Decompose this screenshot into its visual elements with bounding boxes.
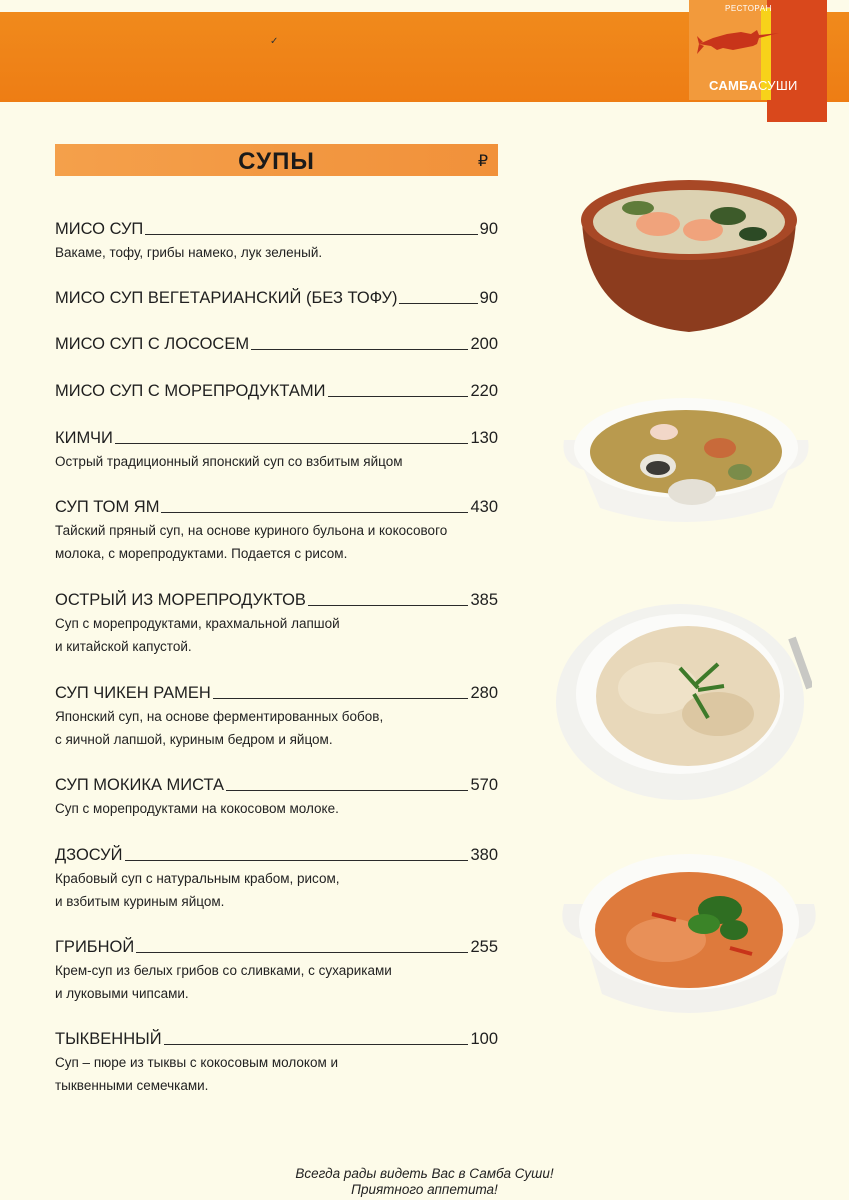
menu-item-description: с яичной лапшой, куриным бедром и яйцом. [55,732,333,747]
menu-item-name: МИСО СУП С МОРЕПРОДУКТАМИ [55,382,326,400]
menu-item [55,217,498,264]
menu-item-description: и взбитым куриным яйцом. [55,894,225,909]
menu-item-price: 220 [470,382,498,400]
currency-symbol: ₽ [477,153,488,170]
section-title: СУПЫ [238,148,315,175]
price-leader-line [399,303,477,304]
egg-soup-photo [548,598,812,802]
menu-item-row [55,332,498,354]
menu-item-name: ДЗОСУЙ [55,846,123,864]
menu-item-name: СУП ЧИКЕН РАМЕН [55,684,211,702]
menu-item [55,495,498,565]
menu-item [55,1027,498,1097]
print-mark: ✓ [270,36,279,47]
price-leader-line [213,698,469,699]
menu-item [55,843,498,913]
menu-item-price: 380 [470,846,498,864]
menu-item-price: 100 [470,1030,498,1048]
menu-item [55,286,498,308]
menu-item-price: 255 [470,938,498,956]
menu-item-price: 90 [479,289,498,307]
menu-item-description: молока, с морепродуктами. Подается с рисом. [55,546,348,561]
menu-item-name: ОСТРЫЙ ИЗ МОРЕПРОДУКТОВ [55,591,306,609]
menu-item-price: 130 [470,429,498,447]
menu-item-name: МИСО СУП С ЛОСОСЕМ [55,335,250,353]
price-leader-line [136,952,468,953]
menu-item-name: СУП МОКИКА МИСТА [55,776,225,794]
price-leader-line [145,234,477,235]
restaurant-logo [689,0,827,122]
menu-item-name: МИСО СУП ВЕГЕТАРИАНСКИЙ (БЕЗ ТОФУ) [55,289,398,307]
menu-item-row [55,379,498,401]
menu-item-description: Суп с морепродуктами на кокосовом молоке. [55,801,339,816]
menu-item-price: 90 [479,220,498,238]
menu-item-name: ГРИБНОЙ [55,938,135,956]
menu-item-price: 200 [470,335,498,353]
price-leader-line [115,443,469,444]
menu-item-row [55,588,498,610]
menu-item [55,588,498,658]
price-leader-line [308,605,469,606]
footer-message [0,1166,849,1198]
miso-soup-photo [578,172,800,336]
menu-item [55,773,498,820]
menu-item [55,935,498,1005]
menu-item-row [55,217,498,239]
menu-item-name: МИСО СУП [55,220,144,238]
menu-item-description: Вакаме, тофу, грибы намеко, лук зеленый. [55,245,323,260]
price-leader-line [251,349,468,350]
menu-item-description: и луковыми чипсами. [55,986,189,1001]
menu-item-price: 280 [470,684,498,702]
menu-item [55,681,498,751]
price-leader-line [125,860,469,861]
menu-item-name: ТЫКВЕННЫЙ [55,1030,162,1048]
mushroom-soup-photo [556,844,822,1032]
menu-item-price: 430 [470,498,498,516]
menu-item-description: Суп с морепродуктами, крахмальной лапшой [55,616,340,631]
menu-item-description: тыквенными семечками. [55,1078,209,1093]
logo-red-block [767,0,827,122]
menu-item-name: КИМЧИ [55,429,113,447]
swordfish-icon [697,26,781,60]
price-leader-line [226,790,468,791]
menu-item-description: Японский суп, на основе ферментированных бобов, [55,709,384,724]
price-leader-line [161,512,468,513]
price-leader-line [328,396,469,397]
menu-item-row [55,843,498,865]
kimchi-soup-photo [560,388,812,536]
menu-item-description: Острый традиционный японский суп со взбитым яйцом [55,454,403,469]
menu-item-description: и китайской капустой. [55,639,192,654]
logo-name: САМБАСУШИ [709,78,798,93]
menu-item-row [55,935,498,957]
menu-item-row [55,681,498,703]
price-leader-line [164,1044,469,1045]
menu-item-price: 385 [470,591,498,609]
menu-item-row [55,495,498,517]
menu-item-description: Суп – пюре из тыквы с кокосовым молоком и [55,1055,339,1070]
footer-line-2: Приятного аппетита! [351,1182,498,1197]
menu-item-description: Крем-суп из белых грибов со сливками, с сухариками [55,963,392,978]
menu-item-row [55,286,498,308]
section-header-bar [55,144,498,176]
menu-item-description: Тайский пряный суп, на основе куриного бульона и кокосового [55,523,448,538]
menu-item-name: СУП ТОМ ЯМ [55,498,160,516]
menu-item-row [55,773,498,795]
logo-restaurant-label: РЕСТОРАН [725,4,772,13]
menu-item-row [55,426,498,448]
menu-item [55,379,498,401]
menu-item [55,332,498,354]
menu-item-description: Крабовый суп с натуральным крабом, рисом, [55,871,340,886]
menu-item-price: 570 [470,776,498,794]
menu-item-row [55,1027,498,1049]
footer-line-1: Всегда рады видеть Вас в Самба Суши! [295,1166,554,1181]
menu-item [55,426,498,473]
